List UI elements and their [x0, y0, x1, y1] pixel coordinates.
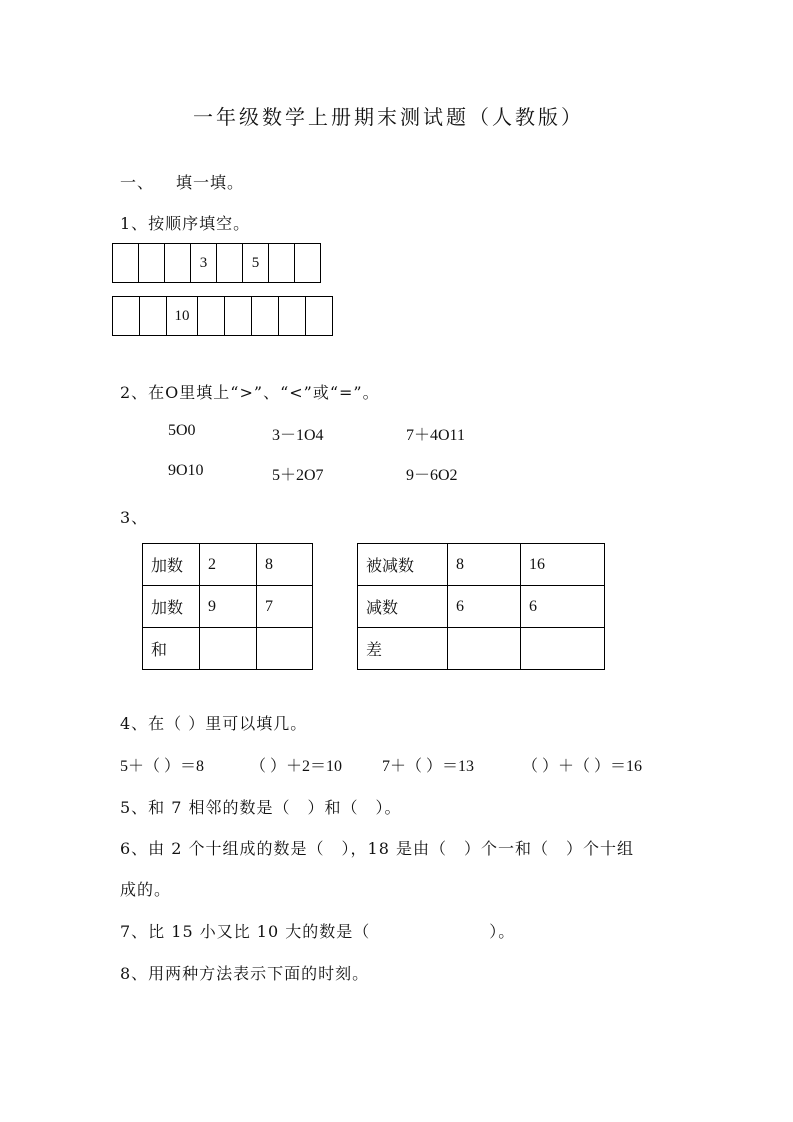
table-cell: 6	[521, 586, 605, 628]
sequence-cell[interactable]	[164, 243, 191, 283]
question-4: 4、在（ ）里可以填几。	[120, 714, 308, 733]
sequence-cell[interactable]	[112, 296, 140, 336]
sequence-cell[interactable]	[268, 243, 295, 283]
question-6-line-1: 6、由 2 个十组成的数是（ ），18 是由（ ）个一和（ ）个十组	[120, 839, 634, 858]
compare-item: 5＋2O7	[272, 467, 324, 484]
sequence-cell[interactable]	[294, 243, 321, 283]
sequence-cell[interactable]: 10	[166, 296, 198, 336]
sequence-cell[interactable]: 3	[190, 243, 217, 283]
fill-item: （ ）＋2＝10	[250, 758, 343, 775]
fill-item: 5＋（ ）＝8	[120, 758, 205, 775]
table-cell: 8	[448, 544, 521, 586]
sequence-cell[interactable]	[112, 243, 139, 283]
row-label: 被减数	[358, 544, 448, 586]
question-3: 3、	[120, 508, 149, 527]
question-7: 7、比 15 小又比 10 大的数是（ ）。	[120, 922, 516, 941]
page-title: 一年级数学上册期末测试题（人教版）	[193, 105, 584, 129]
sequence-cell[interactable]	[251, 296, 279, 336]
table-cell: 16	[521, 544, 605, 586]
answer-cell[interactable]	[257, 628, 313, 670]
fill-item: 7＋（ ）＝13	[382, 758, 475, 775]
question-1: 1、按顺序填空。	[120, 214, 251, 233]
compare-item: 3－1O4	[272, 427, 324, 444]
answer-cell[interactable]	[448, 628, 521, 670]
subtraction-table	[357, 543, 605, 670]
sequence-cell[interactable]: 5	[242, 243, 269, 283]
row-label: 差	[358, 628, 448, 670]
section-heading: 填一填。	[176, 173, 245, 192]
answer-cell[interactable]	[521, 628, 605, 670]
row-label: 和	[143, 628, 200, 670]
sequence-row-2	[113, 296, 333, 336]
question-6-line-2: 成的。	[120, 880, 172, 899]
sequence-row-1	[113, 243, 321, 283]
compare-item: 5O0	[168, 422, 196, 439]
sequence-cell[interactable]	[139, 296, 167, 336]
section-number: 一、	[120, 173, 155, 192]
question-8: 8、用两种方法表示下面的时刻。	[120, 964, 370, 983]
question-2: 2、在O里填上“>”、“<”或“=”。	[120, 383, 380, 402]
row-label: 加数	[143, 586, 200, 628]
table-cell: 9	[200, 586, 257, 628]
compare-item: 9O10	[168, 462, 204, 479]
sequence-cell[interactable]	[305, 296, 333, 336]
table-cell: 2	[200, 544, 257, 586]
sequence-cell[interactable]	[278, 296, 306, 336]
sequence-cell[interactable]	[216, 243, 243, 283]
fill-item: （ ）＋（ ）＝16	[522, 758, 643, 775]
sequence-cell[interactable]	[197, 296, 225, 336]
table-cell: 8	[257, 544, 313, 586]
table-cell: 7	[257, 586, 313, 628]
compare-item: 7＋4O11	[406, 427, 465, 444]
question-5: 5、和 7 相邻的数是（ ）和（ ）。	[120, 798, 402, 817]
sequence-cell[interactable]	[224, 296, 252, 336]
row-label: 减数	[358, 586, 448, 628]
row-label: 加数	[143, 544, 200, 586]
table-cell: 6	[448, 586, 521, 628]
compare-item: 9－6O2	[406, 467, 458, 484]
sequence-cell[interactable]	[138, 243, 165, 283]
addition-table	[142, 543, 313, 670]
answer-cell[interactable]	[200, 628, 257, 670]
